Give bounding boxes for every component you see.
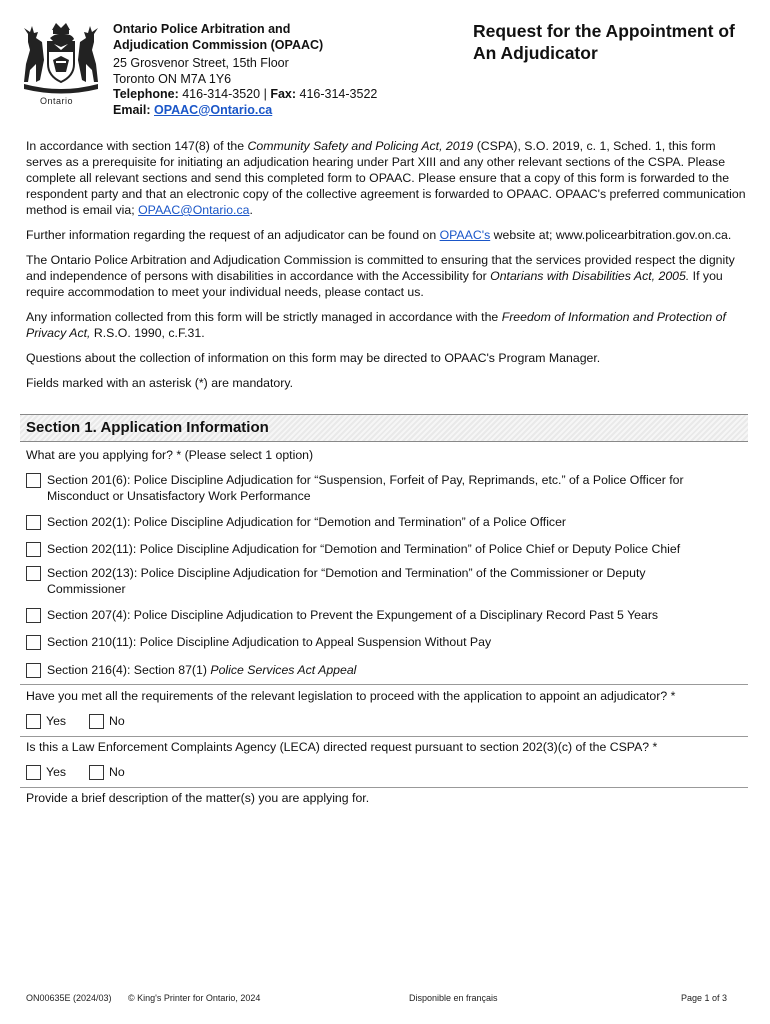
option-label: Section 210(11): Police Discipline Adjudication to Appeal Suspension Without Pay: [47, 635, 492, 649]
description-text-area[interactable]: [26, 808, 746, 968]
option-label: Section 202(11): Police Discipline Adjudication for “Demotion and Termination” of Police Chief or Deputy Police Chief: [47, 542, 681, 556]
checkbox[interactable]: [26, 635, 41, 650]
yes-checkbox[interactable]: [26, 765, 41, 780]
form-number: ON00635E (2024/03): [26, 993, 112, 1003]
text: .: [249, 203, 253, 217]
text: website at; www.policearbitration.gov.on.ca.: [490, 228, 732, 242]
form-title-line1: Request for the Appointment of: [473, 21, 735, 41]
logo-wordmark: Ontario: [40, 96, 74, 106]
org-name-line1: Ontario Police Arbitration and: [113, 22, 291, 36]
intro-paragraph-2: [26, 227, 746, 243]
checkbox[interactable]: [26, 608, 41, 623]
fax-value: 416-314-3522: [299, 87, 378, 101]
option-label: Section 202(13): Police Discipline Adjudication for “Demotion and Termination” of the Commissioner or Deputy Commissioner: [47, 566, 646, 596]
organization-contact-block: [113, 22, 413, 118]
no-checkbox[interactable]: [89, 714, 104, 729]
act-name: Ontarians with Disabilities Act, 2005.: [490, 269, 690, 283]
checkbox[interactable]: [26, 515, 41, 530]
page-number: Page 1 of 3: [681, 993, 728, 1003]
intro-paragraph-3: [26, 252, 746, 300]
email-line: [113, 103, 413, 119]
text: The Ontario Police Arbitration and Adjudication Commission is committed to ensuring that the services provided respect the dignity and independence of persons with disabilities in accordance with the Accessibility for: [26, 253, 735, 283]
section-1-header: [20, 414, 748, 442]
text: (CSPA), S.O. 2019, c. 1, Sched. 1, this form serves as a prerequisite for initiating an adjudication hearing under Part XIII and any other relevant sections of the CSPA. Please complete all relevant sections and send this completed form to OPAAC. Please ensure that a copy of this form is forwarded to the respondent party and that an electronic copy of the collective agreement is forwarded to OPAAC. OPAAC's preferred communication method is email via;: [26, 139, 746, 217]
french-availability: Disponible en français: [409, 993, 498, 1003]
question-requirements-met: Have you met all the requirements of the relevant legislation to proceed with the application to appoint an adjudicator? *: [26, 689, 676, 703]
yes-label: Yes: [46, 714, 67, 728]
no-label: No: [109, 714, 125, 728]
telephone-label: Telephone:: [113, 87, 179, 101]
opaac-email-link[interactable]: OPAAC@Ontario.ca: [138, 203, 250, 217]
text: In accordance with section 147(8) of the: [26, 139, 248, 153]
question-description: Provide a brief description of the matter(s) you are applying for.: [26, 791, 370, 805]
checkbox[interactable]: [26, 566, 41, 581]
checkbox[interactable]: [26, 663, 41, 678]
act-name: Freedom of Information and Protection of Privacy Act,: [26, 310, 726, 340]
intro-paragraph-5: Questions about the collection of information on this form may be directed to OPAAC's Program Manager.: [26, 351, 601, 365]
question-application-type: What are you applying for? * (Please select 1 option): [26, 448, 314, 462]
yes-label: Yes: [46, 765, 67, 779]
org-name-line2: Adjudication Commission (OPAAC): [113, 37, 324, 52]
text: Any information collected from this form will be strictly managed in accordance with the: [26, 310, 502, 324]
option-label: [47, 662, 727, 678]
copyright: © King's Printer for Ontario, 2024: [128, 993, 261, 1003]
option-label: Section 207(4): Police Discipline Adjudication to Prevent the Expungement of a Disciplinary Record Past 5 Years: [47, 608, 659, 622]
form-header: [20, 18, 755, 123]
fax-label: Fax:: [270, 87, 297, 101]
checkbox[interactable]: [26, 542, 41, 557]
divider: [20, 736, 748, 737]
intro-text: [26, 138, 746, 400]
mandatory-fields-note: Fields marked with an asterisk (*) are mandatory.: [26, 376, 293, 390]
intro-paragraph-4: [26, 309, 746, 341]
section-1-title: Section 1. Application Information: [26, 419, 269, 436]
form-title-line2: An Adjudicator: [473, 43, 598, 63]
no-label: No: [109, 765, 125, 779]
divider: [20, 684, 748, 685]
email-label: Email:: [113, 102, 151, 117]
act-name: Police Services Act Appeal: [210, 663, 357, 677]
phone-fax-line: [113, 87, 413, 103]
text: Further information regarding the request of an adjudicator can be found on: [26, 228, 440, 242]
intro-paragraph-1: [26, 138, 746, 218]
opaac-website-link[interactable]: OPAAC's: [439, 228, 491, 242]
yes-checkbox[interactable]: [26, 714, 41, 729]
email-link[interactable]: OPAAC@Ontario.ca: [154, 102, 273, 117]
act-name: Community Safety and Policing Act, 2019: [247, 139, 474, 153]
address-line2: Toronto ON M7A 1Y6: [113, 71, 232, 86]
form-title: [473, 20, 763, 64]
question-leca-request: Is this a Law Enforcement Complaints Agency (LECA) directed request pursuant to section 202(3)(c) of the CSPA? *: [26, 740, 658, 754]
no-checkbox[interactable]: [89, 765, 104, 780]
text: If you require accommodation to meet your individual needs, please contact us.: [26, 269, 723, 299]
ontario-coat-of-arms-logo: [20, 20, 102, 96]
divider: [20, 787, 748, 788]
option-label: Section 201(6): Police Discipline Adjudication for “Suspension, Forfeit of Pay, Reprimands, etc.” of a Police Officer for Misconduct or Unsatisfactory Work Performance: [47, 473, 684, 503]
option-label: Section 202(1): Police Discipline Adjudication for “Demotion and Termination” of a Police Officer: [47, 515, 567, 529]
telephone-value: 416-314-3520: [182, 87, 261, 101]
checkbox[interactable]: [26, 473, 41, 488]
address-line1: 25 Grosvenor Street, 15th Floor: [113, 56, 289, 70]
text: Section 216(4): Section 87(1): [47, 663, 211, 677]
separator: |: [263, 87, 267, 101]
text: R.S.O. 1990, c.F.31.: [90, 326, 205, 340]
